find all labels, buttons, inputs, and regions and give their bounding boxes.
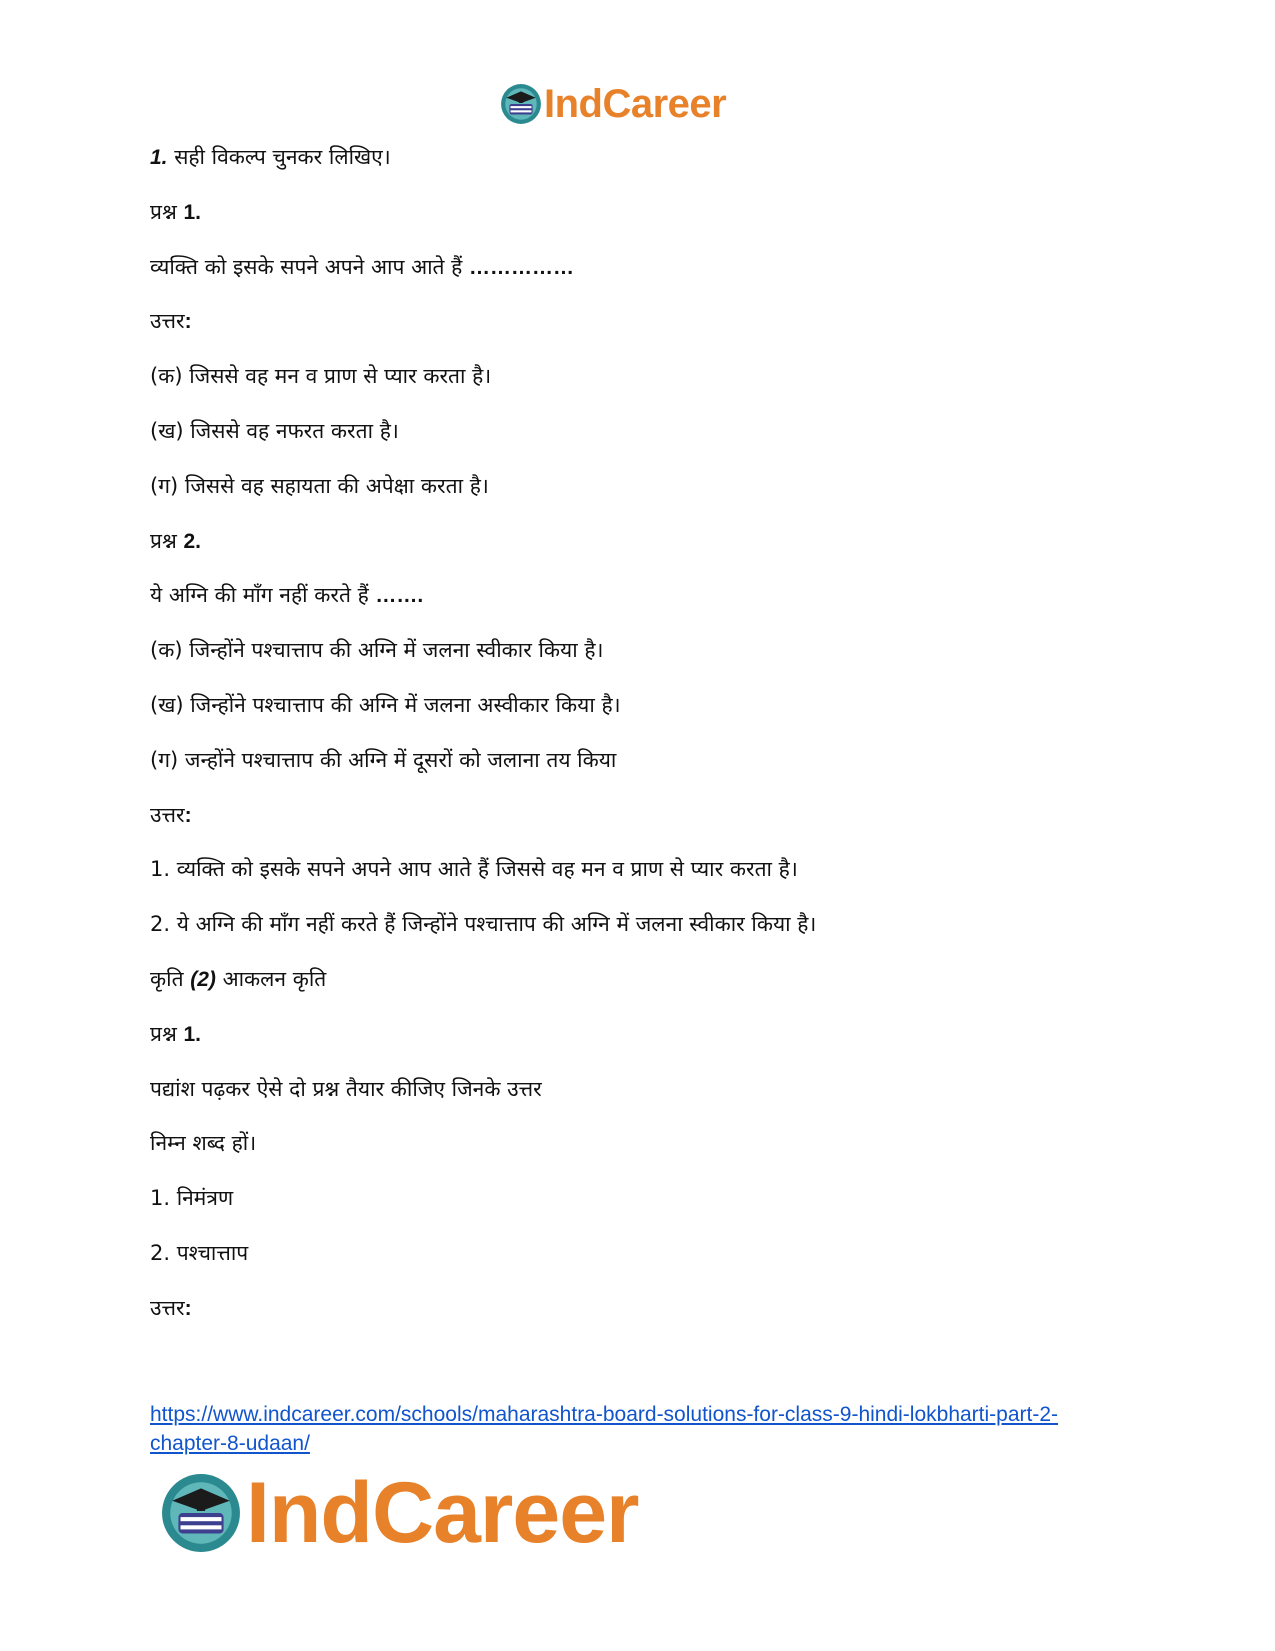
text-fragment: सही विकल्प चुनकर लिखिए। bbox=[167, 145, 391, 169]
text-fragment: ये अग्नि की माँग नहीं करते हैं bbox=[150, 583, 376, 608]
text-fragment: प्रश्न bbox=[150, 199, 184, 224]
text-fragment: आकलन कृति bbox=[215, 966, 327, 991]
text-fragment: उत्तर bbox=[150, 802, 185, 827]
text-fragment: निम्न शब्द हों। bbox=[150, 1131, 257, 1156]
text-fragment: उत्तर bbox=[150, 309, 185, 334]
text-line bbox=[150, 964, 1150, 994]
text-fragment: : bbox=[184, 310, 192, 334]
text-fragment: प्रश्न bbox=[150, 1021, 184, 1046]
text-line bbox=[150, 745, 1150, 775]
text-fragment: पद्यांश पढ़कर ऐसे दो प्रश्न तैयार कीजिए जिनके उत्तर bbox=[150, 1076, 542, 1101]
text-fragment: (क) जिससे वह मन व प्राण से प्यार करता है। bbox=[150, 364, 492, 389]
text-line bbox=[150, 471, 1150, 501]
text-line bbox=[150, 142, 1150, 172]
text-fragment: (ग) जिससे वह सहायता की अपेक्षा करता है। bbox=[150, 473, 489, 498]
header-logo-text: IndCareer bbox=[544, 81, 727, 126]
text-fragment: (ख) जिससे वह नफरत करता है। bbox=[150, 418, 399, 443]
text-line bbox=[150, 1128, 1150, 1158]
text-fragment: कृति bbox=[150, 966, 191, 991]
graduation-book-icon bbox=[160, 1472, 242, 1554]
footer-logo bbox=[160, 1464, 639, 1561]
text-line bbox=[150, 635, 1150, 665]
text-fragment: 2. ये अग्नि की माँग नहीं करते हैं जिन्होंने पश्चात्ताप की अग्नि में जलना स्वीकार किया है। bbox=[150, 912, 817, 937]
text-line bbox=[150, 306, 1150, 336]
text-line bbox=[150, 1238, 1150, 1268]
text-fragment: ……. bbox=[375, 584, 424, 608]
text-fragment: 1. व्यक्ति को इसके सपने अपने आप आते हैं जिससे वह मन व प्राण से प्यार करता है। bbox=[150, 857, 798, 882]
text-line bbox=[150, 854, 1150, 884]
text-line bbox=[150, 800, 1150, 830]
text-line bbox=[150, 197, 1150, 227]
text-fragment: 1. bbox=[183, 200, 201, 224]
text-fragment: 2. पश्चात्ताप bbox=[150, 1240, 249, 1265]
text-line bbox=[150, 690, 1150, 720]
text-line bbox=[150, 526, 1150, 556]
header-logo bbox=[500, 80, 726, 128]
text-line bbox=[150, 252, 1150, 282]
text-fragment: (क) जिन्होंने पश्चात्ताप की अग्नि में जलना स्वीकार किया है। bbox=[150, 638, 604, 663]
text-line bbox=[150, 416, 1150, 446]
text-fragment: 1. bbox=[183, 1022, 201, 1046]
text-fragment: व्यक्ति को इसके सपने अपने आप आते हैं bbox=[150, 254, 470, 279]
footer-logo-text: IndCareer bbox=[246, 1464, 639, 1561]
text-fragment: उत्तर bbox=[150, 1295, 185, 1320]
text-fragment: 2. bbox=[183, 529, 201, 553]
text-line bbox=[150, 1293, 1150, 1323]
graduation-book-icon bbox=[500, 83, 542, 125]
text-fragment: : bbox=[184, 1296, 192, 1320]
text-line bbox=[150, 1183, 1150, 1213]
text-fragment: (ख) जिन्होंने पश्चात्ताप की अग्नि में जलना अस्वीकार किया है। bbox=[150, 692, 621, 717]
text-fragment: 1. निमंत्रण bbox=[150, 1186, 234, 1211]
text-line bbox=[150, 580, 1150, 610]
document-body bbox=[150, 142, 1150, 1348]
text-line bbox=[150, 1019, 1150, 1049]
text-line bbox=[150, 361, 1150, 391]
text-fragment: (2) bbox=[190, 967, 216, 991]
text-fragment: प्रश्न bbox=[150, 528, 184, 553]
text-fragment: (ग) जन्होंने पश्चात्ताप की अग्नि में दूसरों को जलाना तय किया bbox=[150, 747, 617, 772]
text-line bbox=[150, 1074, 1150, 1104]
text-fragment: 1. bbox=[150, 146, 168, 169]
text-line bbox=[150, 909, 1150, 939]
text-fragment: …………… bbox=[469, 255, 575, 279]
source-url-link[interactable]: https://www.indcareer.com/schools/maharashtra-board-solutions-for-class-9-hindi-lokbharti-part-2-chapter-8-udaan/ bbox=[150, 1403, 1059, 1455]
text-fragment: : bbox=[184, 803, 192, 827]
